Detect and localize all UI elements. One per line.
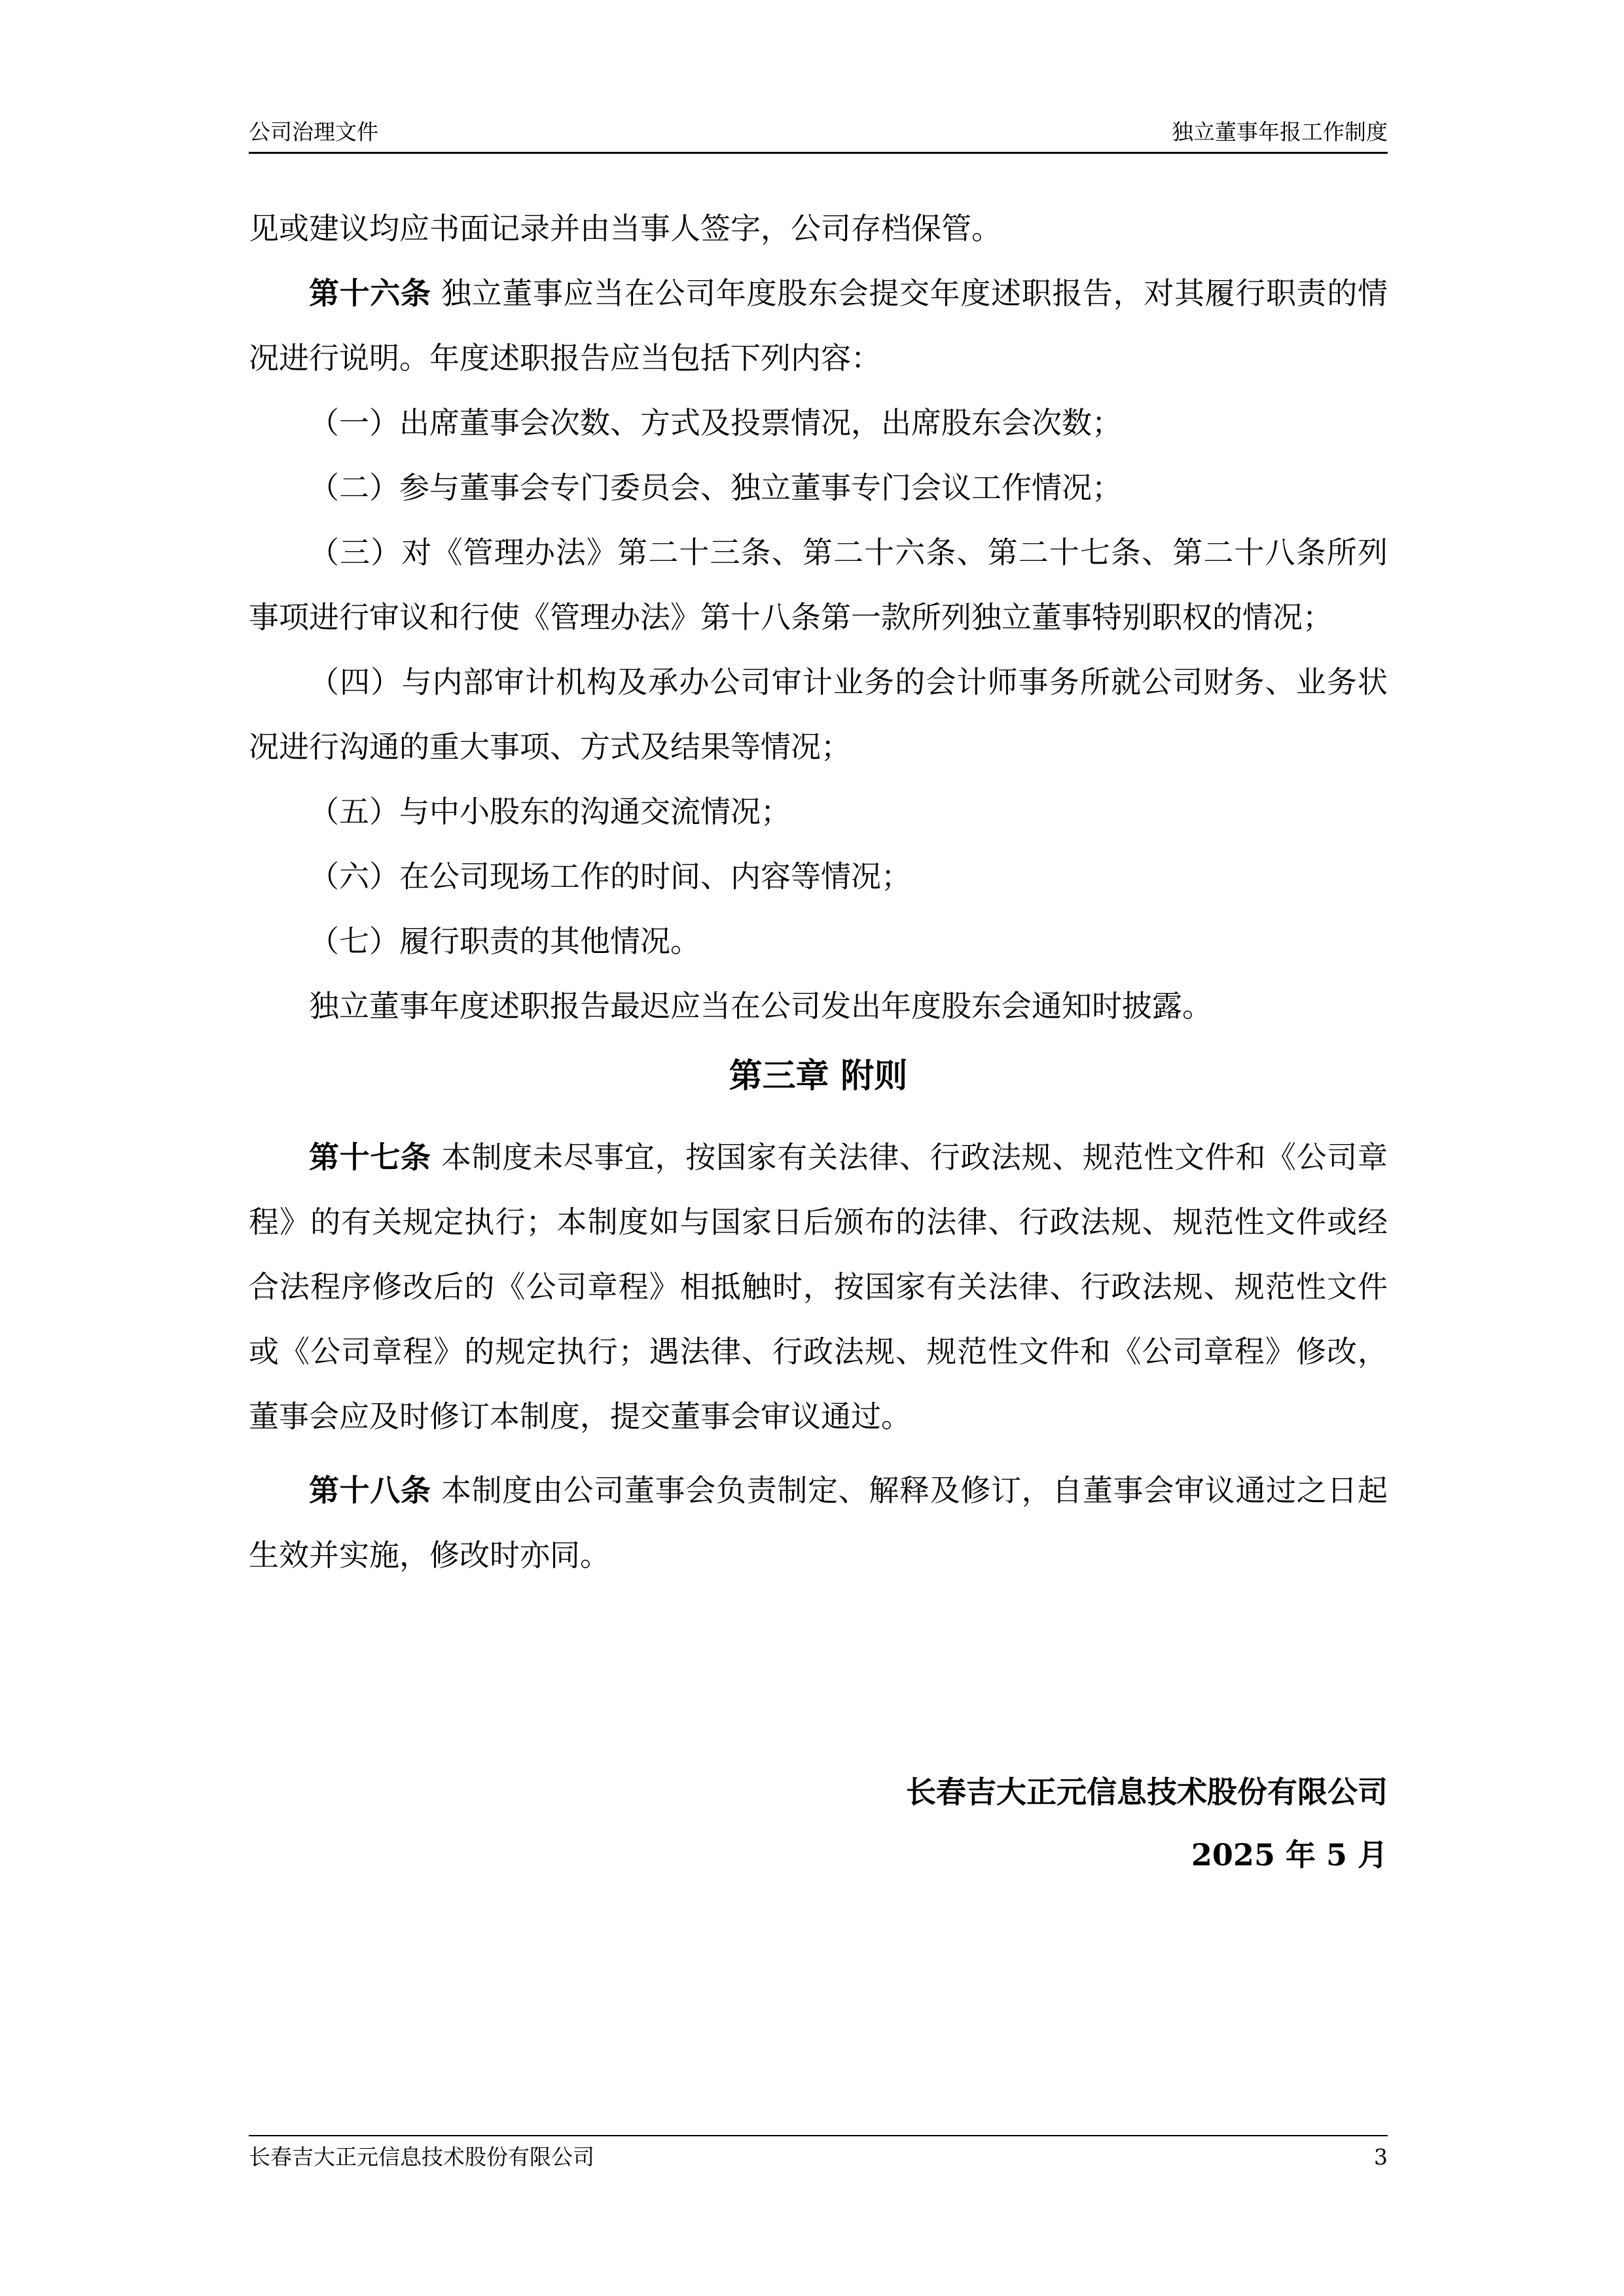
- article-18: [249, 1458, 1388, 1588]
- signature-company: 长春吉大正元信息技术股份有限公司: [906, 1774, 1388, 1810]
- continued-paragraph: 见或建议均应书面记录并由当事人签字，公司存档保管。: [249, 211, 1001, 246]
- article-16-label: 第十六条: [309, 276, 431, 311]
- article-16: [249, 261, 1388, 391]
- closing-paragraph: 独立董事年度述职报告最迟应当在公司发出年度股东会通知时披露。: [309, 988, 1212, 1024]
- list-item: （二）参与董事会专门委员会、独立董事专门会议工作情况；: [309, 470, 1122, 505]
- list-item: （七）履行职责的其他情况。: [309, 924, 700, 959]
- chapter-title: 第三章 附则: [729, 1056, 908, 1096]
- signature-block: [906, 1761, 1388, 1886]
- article-17: [249, 1125, 1388, 1449]
- signature-date: 2025 年 5 月: [1191, 1837, 1388, 1873]
- list-item: （五）与中小股东的沟通交流情况；: [309, 794, 791, 829]
- document-body: [249, 196, 1388, 1588]
- footer-company: 长春吉大正元信息技术股份有限公司: [249, 2144, 594, 2170]
- page-number: 3: [1374, 2144, 1388, 2170]
- header-left-text: 公司治理文件: [249, 119, 378, 145]
- list-item: （六）在公司现场工作的时间、内容等情况；: [309, 859, 911, 894]
- page-footer: [249, 2135, 1388, 2176]
- article-18-label: 第十八条: [309, 1473, 431, 1508]
- article-17-label: 第十七条: [309, 1139, 431, 1175]
- article-16-text: 独立董事应当在公司年度股东会提交年度述职报告，对其履行职责的情况进行说明。年度述职报告应当包括下列内容：: [249, 276, 1388, 376]
- page-header: [249, 113, 1388, 154]
- list-item: （一）出席董事会次数、方式及投票情况，出席股东会次数；: [309, 405, 1122, 440]
- article-17-text: 本制度未尽事宜，按国家有关法律、行政法规、规范性文件和《公司章程》的有关规定执行；本制度如与国家日后颁布的法律、行政法规、规范性文件或经合法程序修改后的《公司章程》相抵触时，按国家有关法律、行政法规、规范性文件或《公司章程》的规定执行；遇法律、行政法规、规范性文件和《公司章程》修改，董事会应及时修订本制度，提交董事会审议通过。: [249, 1139, 1388, 1434]
- list-item: （三）对《管理办法》第二十三条、第二十六条、第二十七条、第二十八条所列事项进行审议和行使《管理办法》第十八条第一款所列独立董事特别职权的情况；: [249, 535, 1388, 635]
- list-item: （四）与内部审计机构及承办公司审计业务的会计师事务所就公司财务、业务状况进行沟通的重大事项、方式及结果等情况；: [249, 664, 1388, 764]
- header-right-text: 独立董事年报工作制度: [1172, 119, 1388, 145]
- article-18-text: 本制度由公司董事会负责制定、解释及修订，自董事会审议通过之日起生效并实施，修改时亦同。: [249, 1473, 1388, 1573]
